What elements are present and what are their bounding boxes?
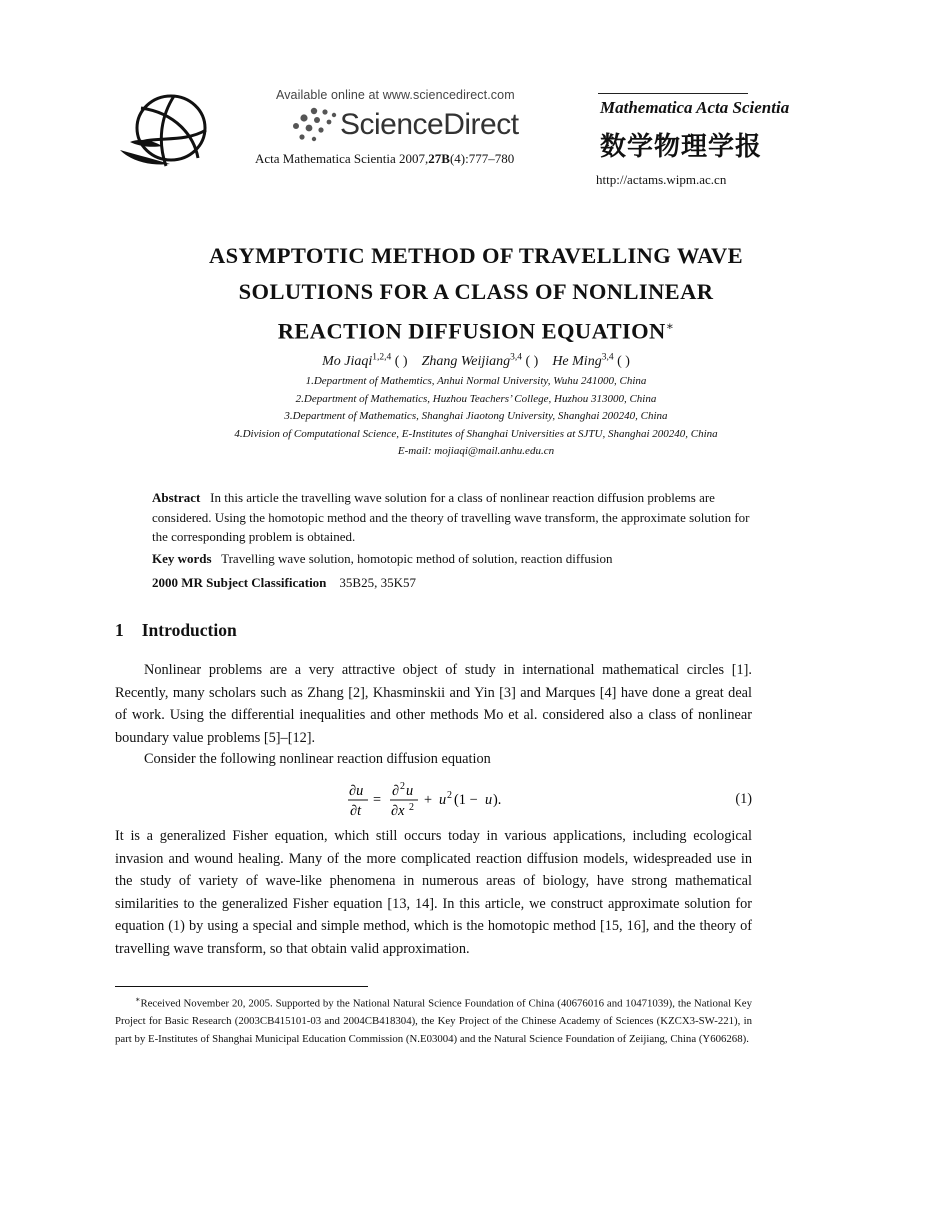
abstract-label: Abstract [152, 490, 201, 505]
author-list [100, 352, 852, 370]
svg-text:).: ). [493, 792, 502, 808]
journal-citation: Acta Mathematica Scientia 2007,27B(4):777–780 [255, 151, 515, 166]
author-email: E-mail: mojiaqi@mail.anhu.edu.cn [397, 445, 555, 457]
msc-classification: 2000 MR Subject Classification 35B25, 35K57 [152, 575, 416, 590]
svg-text:∂x: ∂x [391, 803, 405, 819]
equation-1 [115, 780, 752, 820]
affiliation: 1.Department of Mathemtics, Anhui Normal University, Wuhu 241000, China [305, 375, 647, 387]
footnote-rule [115, 986, 368, 987]
sciencedirect-available: Available online at www.sciencedirect.com [276, 88, 515, 102]
journal-logo-chinese: 数学物理学报 [600, 132, 763, 162]
svg-text:2: 2 [409, 802, 414, 813]
author: He Ming$^{3,4}$ ( ) [552, 352, 630, 369]
paragraph: Nonlinear problems are a very attractive object of study in international mathematical circles [1]. Recently, many scholars such as Zhang [2], Khasminskii and Yin [3] and Marques [4] have done a great deal of work. Using the differential inequalities and other methods Mo et al. considered also a class of nonlinear boundary value problems [5]–[12]. [115, 662, 752, 746]
footnote [115, 991, 752, 1048]
footnote-text: Received November 20, 2005. Supported by the National Natural Science Foundation of China (40676016 and 10471039), the National Key Project for Basic Research (2003CB415101-03 and 2004CB418304), the Key Project of the Chinese Academy of Sciences (KZCX3-SW-221), in part by E-Institutes of Shanghai Municipal Education Commission (N.E03004) and the Natural Science Foundation of Zeijiang, China (Y606268). [115, 997, 752, 1045]
svg-text:(1 −: (1 − [454, 792, 478, 808]
svg-text:∂t: ∂t [350, 803, 362, 819]
author: Mo Jiaqi$^{1,2,4}$ ( ) [322, 352, 408, 369]
title-line: ASYMPTOTIC METHOD OF TRAVELLING WAVE [208, 243, 744, 268]
svg-text:2: 2 [400, 781, 405, 792]
sciencedirect-dots-icon [290, 106, 340, 144]
sciencedirect-wordmark: ScienceDirect [340, 108, 519, 141]
publisher-logo [116, 88, 216, 170]
keywords: Key words Travelling wave solution, homotopic method of solution, reaction diffusion [152, 551, 613, 566]
svg-text:+: + [424, 792, 433, 808]
svg-text:u: u [406, 783, 414, 799]
affiliations [100, 373, 852, 461]
equation-formula [115, 780, 752, 820]
affiliation: 2.Department of Mathematics, Huzhou Teachers’ College, Huzhou 313000, China [295, 392, 657, 405]
equation-number: (1) [735, 791, 752, 807]
affiliation: 3.Department of Mathematics, Shanghai Jiaotong University, Shanghai 200240, China [284, 410, 668, 422]
footnote-mark: ∗ [135, 995, 141, 1004]
abstract-text: In this article the travelling wave solution for a class of nonlinear reaction diffusion problems are considered. Using the homotopic method and the theory of travelling wave transform, the approximate solution for the corresponding problem is obtained. [152, 490, 750, 544]
title-line: REACTION DIFFUSION EQUATION∗ [277, 318, 675, 344]
journal-logo-rule [598, 93, 748, 94]
title-line: SOLUTIONS FOR A CLASS OF NONLINEAR [238, 278, 714, 304]
paragraph: It is a generalized Fisher equation, which still occurs today in various applications, including ecological invasion and wound healing. Many of the more complicated reaction diffusion models, widespreaded use in the study of variety of wave-like phenomena in numerous areas of biology, have strong mathematical similarities to the generalized Fisher equation [13, 14]. In this article, we construct approximate solution for equation (1) by using a special and simple method, which is the homotopic method [15, 16], and the theory of travelling wave transform, so that obtain valid approximation. [115, 828, 752, 957]
journal-url[interactable]: http://actams.wipm.ac.cn [596, 172, 727, 187]
svg-text:u: u [485, 792, 493, 808]
paper-title [100, 238, 852, 349]
title-footnote-mark: ∗ [665, 319, 675, 333]
affiliation: 4.Division of Computational Science, E-Institutes of Shanghai Universities at SJTU, Shanghai 200240, China [234, 427, 718, 440]
author: Zhang Weijiang$^{3,4}$ ( ) [421, 352, 539, 369]
svg-text:2: 2 [447, 790, 452, 801]
svg-text:=: = [373, 792, 382, 808]
svg-text:∂u: ∂u [349, 783, 364, 799]
svg-text:∂: ∂ [392, 783, 400, 799]
section-heading: 1 Introduction [115, 620, 237, 640]
journal-logo-latin: Mathematica Acta Scientia [600, 98, 790, 117]
abstract [152, 488, 752, 547]
paragraph: Consider the following nonlinear reaction diffusion equation [144, 751, 491, 767]
svg-text:u: u [439, 792, 447, 808]
